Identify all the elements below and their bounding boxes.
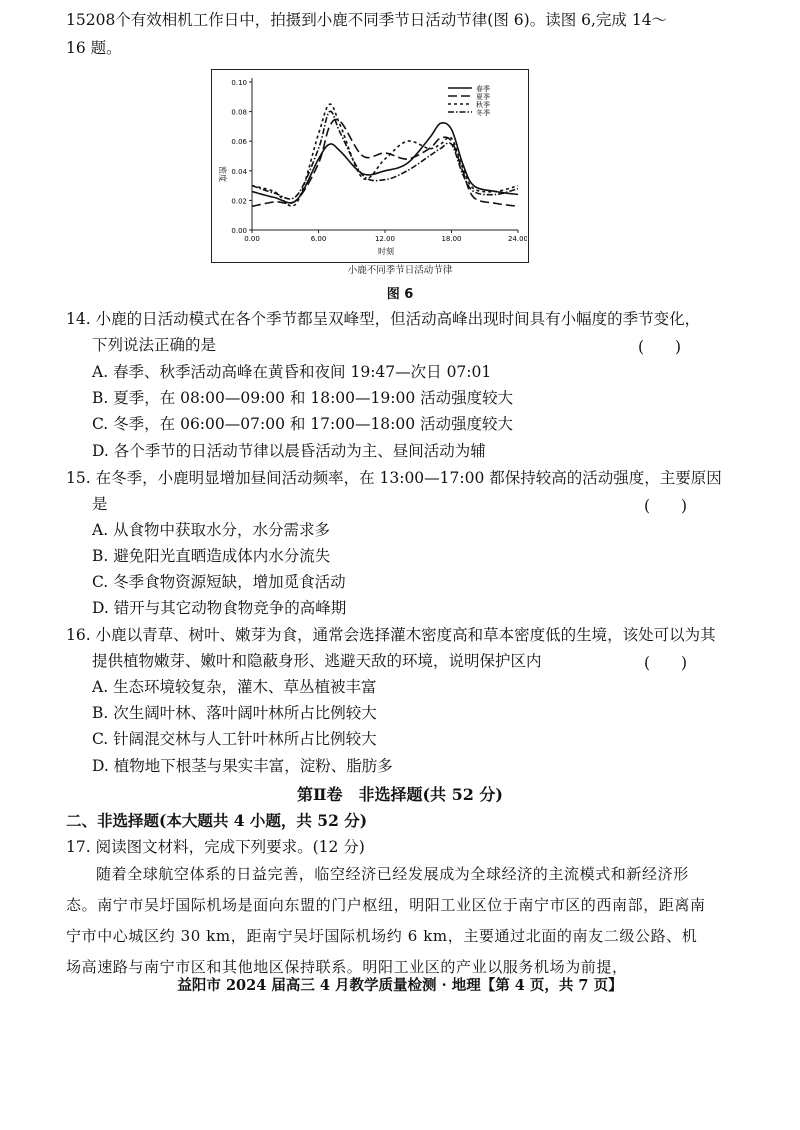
- q16-option-b: B. 次生阔叶林、落叶阔叶林所占比例较大: [92, 704, 377, 722]
- q15-stem-line-1: 15. 在冬季，小鹿明显增加昼间活动频率，在 13:00—17:00 都保持较高的活动强度，主要原因: [66, 469, 722, 487]
- x-tick-label: 18.00: [441, 235, 462, 243]
- y-tick-label: 0.00: [231, 227, 247, 235]
- chart-frame: [211, 69, 529, 263]
- intro-line-1: 15208个有效相机工作日中，拍摄到小鹿不同季节日活动节律(图 6)。读图 6,完成 14～: [66, 11, 668, 29]
- q14-stem-line-2: 下列说法正确的是: [92, 336, 217, 354]
- series-line-2: [252, 104, 518, 206]
- q15-option-c: C. 冬季食物资源短缺，增加觅食活动: [92, 573, 346, 591]
- q15-option-d: D. 错开与其它动物食物竞争的高峰期: [92, 599, 347, 617]
- y-tick-label: 0.02: [231, 197, 247, 206]
- q14-option-d: D. 各个季节的日活动节律以晨昏活动为主、昼间活动为辅: [92, 442, 486, 460]
- q16-stem-line-1: 16. 小鹿以青草、树叶、嫩芽为食，通常会选择灌木密度高和草本密度低的生境，该处可以为其: [66, 626, 716, 644]
- q16-stem-line-2: 提供植物嫩芽、嫩叶和隐蔽身形、逃避天敌的环境，说明保护区内: [92, 652, 542, 670]
- q15-option-b: B. 避免阳光直晒造成体内水分流失: [92, 547, 331, 565]
- page-footer: 益阳市 2024 届高三 4 月教学质量检测 · 地理【第 4 页，共 7 页】: [177, 977, 623, 994]
- y-tick-label: 0.10: [231, 79, 247, 87]
- intro-line-2: 16 题。: [66, 39, 122, 57]
- x-tick-label: 0.00: [244, 235, 260, 243]
- legend-label-3: 冬季: [476, 109, 490, 117]
- chart-xlabel: 时刻: [378, 247, 394, 256]
- figure-caption: 图 6: [386, 287, 414, 302]
- q16-answer-paren: ( ): [644, 654, 688, 672]
- q14-option-b: B. 夏季，在 08:00—09:00 和 18:00—19:00 活动强度较大: [92, 389, 514, 407]
- q14-option-c: C. 冬季，在 06:00—07:00 和 17:00—18:00 活动强度较大: [92, 415, 514, 433]
- legend-label-1: 夏季: [476, 93, 490, 101]
- q14-stem-line-1: 14. 小鹿的日活动模式在各个季节都呈双峰型，但活动高峰出现时间具有小幅度的季节变化，: [66, 310, 701, 328]
- q17-stem: 17. 阅读图文材料，完成下列要求。(12 分): [66, 838, 365, 856]
- q15-stem-line-2: 是: [92, 495, 108, 513]
- y-tick-label: 0.06: [231, 138, 247, 147]
- section-heading: 二、非选择题(本大题共 4 小题，共 52 分): [66, 811, 368, 830]
- q17-paragraph: 随着全球航空体系的日益完善，临空经济已经发展成为全球经济的主流模式和新经济形态。南宁市吴圩国际机场是面向东盟的门户枢纽，明阳工业区位于南宁市区的西南部，距离南宁市中心城区约 30 km，距南宁吴圩国际机场约 6 km，主要通过北面的南友二级公路、机场高速路与南宁市区和其他地区保持联系。明阳工业区的产业以服务机场为前提，: [66, 865, 706, 976]
- q15-answer-paren: ( ): [644, 497, 688, 515]
- section-title: 第Ⅱ卷 非选择题(共 52 分): [296, 785, 504, 804]
- activity-chart: [212, 70, 527, 261]
- q16-option-c: C. 针阔混交林与人工针叶林所占比例较大: [92, 730, 377, 748]
- q14-option-a: A. 春季、秋季活动高峰在黄昏和夜间 19:47—次日 07:01: [92, 363, 492, 381]
- q16-option-d: D. 植物地下根茎与果实丰富，淀粉、脂肪多: [92, 757, 393, 775]
- q14-answer-paren: ( ): [638, 338, 682, 356]
- q15-option-a: A. 从食物中获取水分，水分需求多: [92, 521, 331, 539]
- y-tick-label: 0.04: [231, 167, 247, 176]
- x-tick-label: 6.00: [310, 235, 327, 243]
- q16-option-a: A. 生态环境较复杂，灌木、草丛植被丰富: [92, 678, 377, 696]
- x-tick-label: 12.00: [374, 235, 396, 243]
- y-tick-label: 0.08: [231, 108, 247, 117]
- x-tick-label: 24.00: [507, 235, 527, 243]
- chart-ylabel: 密度: [218, 166, 227, 182]
- series-line-3: [252, 111, 518, 199]
- chart-title: 小鹿不同季节日活动节律: [347, 265, 453, 276]
- legend-label-0: 春季: [476, 85, 490, 93]
- legend-label-2: 秋季: [476, 101, 490, 109]
